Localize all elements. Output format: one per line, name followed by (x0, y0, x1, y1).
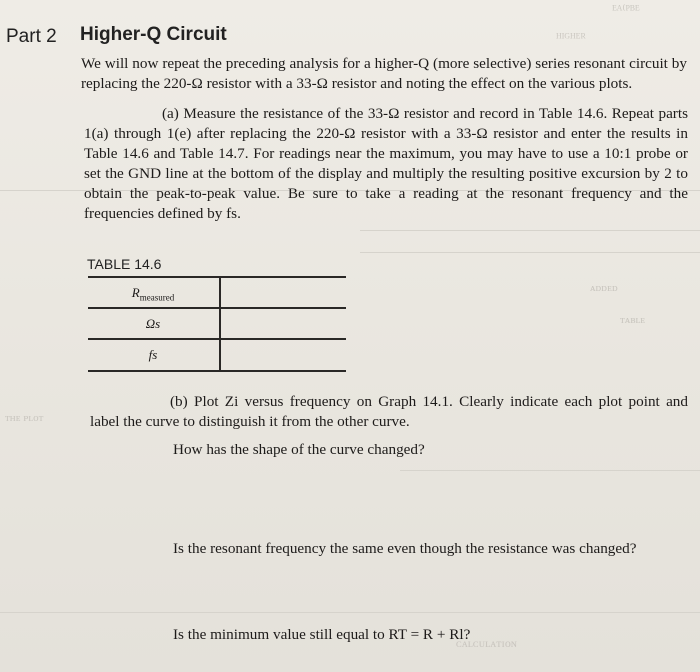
table-divider (219, 276, 221, 371)
table-rule (88, 370, 346, 372)
question-minimum-value: Is the minimum value still equal to RT = R + Rl? (173, 626, 471, 643)
show-through-text: ᴀᴅᴅᴇᴅ (590, 282, 618, 294)
question-resonant-frequency: Is the resonant frequency the same even though the resistance was changed? (173, 540, 637, 557)
step-b-text: Plot Zi versus frequency on Graph 14.1. Clearly indicate each plot point and label the curve to distinguish it from the other curve. (90, 393, 688, 430)
table-row-label: Ωs (145, 316, 161, 331)
show-through-line (400, 470, 700, 471)
show-through-text: ᴄᴀʟᴄᴜʟᴀᴛɪᴏɴ (456, 636, 517, 650)
question-curve-shape: How has the shape of the curve changed? (173, 441, 425, 458)
part-label: Part 2 (6, 26, 57, 47)
show-through-text: ᴴᴵᴳᴴᴱᴿ (556, 30, 586, 45)
show-through-line (0, 612, 700, 613)
show-through-text: ᴱᴬ⁽ᴾᴮᴱ (612, 2, 640, 17)
show-through-line (360, 230, 700, 231)
step-a-marker: (a) (162, 105, 179, 122)
table-row-label: $R_{measured}$ (131, 285, 175, 303)
step-b-paragraph (90, 392, 688, 432)
intro-paragraph: We will now repeat the preceding analysis for a higher-Q (more selective) series resonant circuit by replacing the 220-Ω resistor with a 33-Ω resistor and noting the effect on the various plots. (81, 55, 687, 92)
section-title: Higher-Q Circuit (80, 24, 227, 45)
show-through-text: ᴛᴀʙʟᴇ (620, 314, 646, 326)
show-through-text: ᴛʜᴇ ᴘʟᴏᴛ (5, 412, 44, 424)
step-a-paragraph (84, 104, 688, 224)
step-b-marker: (b) (170, 393, 188, 410)
show-through-line (360, 252, 700, 253)
table-rule (88, 307, 346, 309)
table-row-label: fs (148, 347, 158, 362)
table-rule (88, 276, 346, 278)
table-rule (88, 338, 346, 340)
table-title: TABLE 14.6 (87, 256, 162, 272)
step-a-text: Measure the resistance of the 33-Ω resistor and record in Table 14.6. Repeat parts 1(a) through 1(e) after replacing the 220-Ω resistor with a 33-Ω resistor and enter the results in Table 14.6 and Table 14.7. For readings near the maximum, you may have to use a 10:1 probe or set the GND line at the bottom of the display and multiply the resulting positive excursion by 2 to obtain the peak-to-peak value. Be sure to take a reading at the resonant frequency and the frequencies defined by fs. (84, 105, 688, 222)
